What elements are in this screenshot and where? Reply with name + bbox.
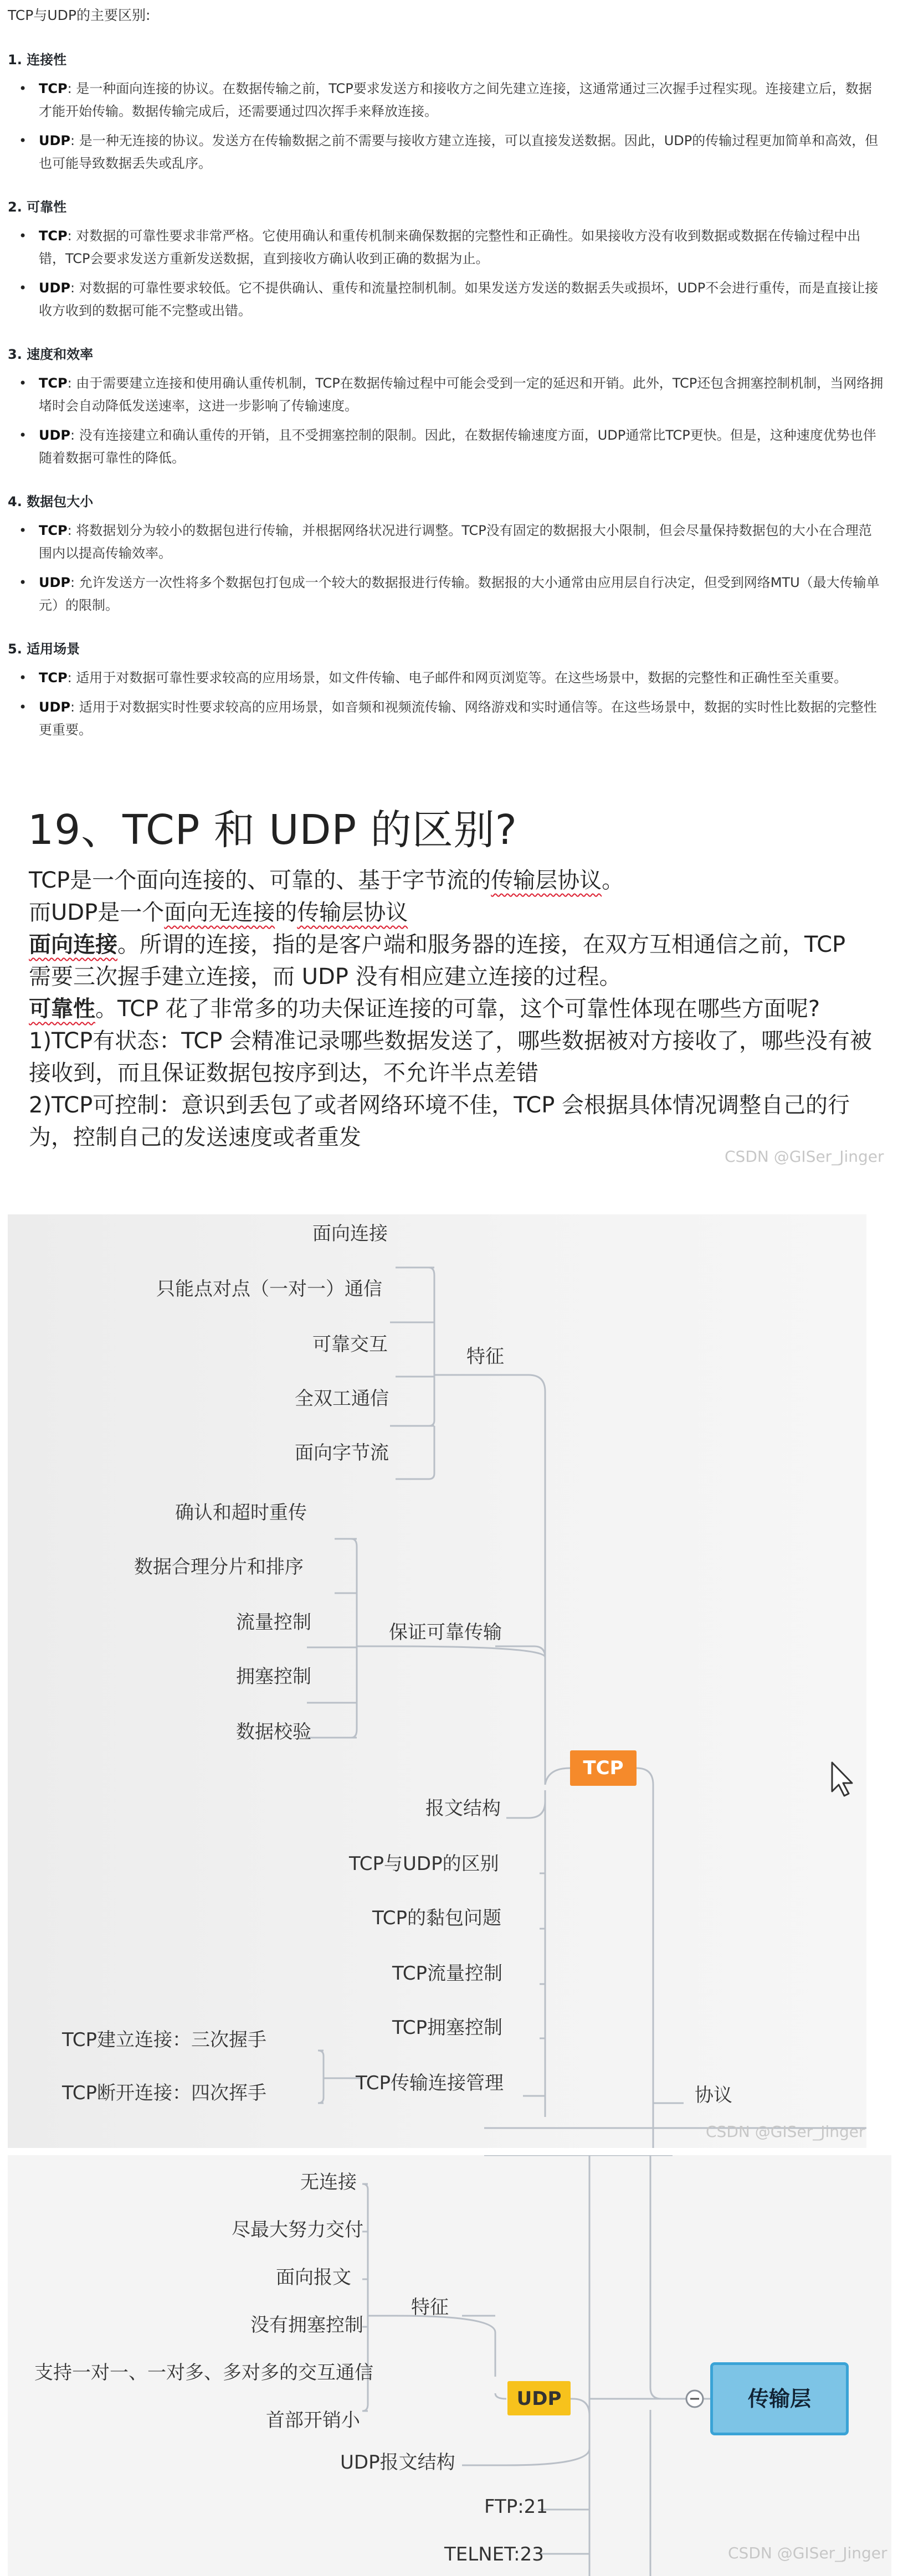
mm-node: FTP:21 xyxy=(484,2496,548,2518)
notes-section xyxy=(0,0,898,786)
bullet-item xyxy=(8,130,890,175)
bullet-list xyxy=(8,225,890,322)
excerpt-line-6: 1)TCP有状态：TCP 会精准记录哪些数据发送了，哪些数据被对方接收了，哪些没有被 xyxy=(29,1028,873,1054)
mm-node: 尽最大努力交付 xyxy=(232,2219,363,2241)
bullet-text: : 对数据的可靠性要求较低。它不提供确认、重传和流量控制机制。如果发送方发送的数据丢失或损坏，UDP不会进行重传，而是直接让接收方收到的数据可能不完整或出错。 xyxy=(39,280,879,318)
transport-layer-tag[interactable]: 传输层 xyxy=(710,2362,849,2435)
excerpt-line-9: 为，控制自己的发送速度或者重发 xyxy=(29,1125,361,1150)
text: TCP是一个面向连接的、可靠的、基于字节流的 xyxy=(29,868,491,893)
tcp-mindmap-links xyxy=(8,1214,866,2148)
mm-node: TCP的黏包问题 xyxy=(372,1907,502,1929)
mm-node: TCP建立连接：三次握手 xyxy=(62,2029,267,2051)
mm-node-label: 保证可靠传输 xyxy=(389,1621,502,1644)
mm-node: TELNET:23 xyxy=(444,2543,544,2565)
mm-node-label: 特征 xyxy=(411,2296,449,2319)
underlined-term: 传输层协议 xyxy=(297,900,408,925)
protocol-term: UDP xyxy=(39,699,70,715)
bullet-item xyxy=(8,424,890,470)
watermark: CSDN @GISer_Jinger xyxy=(725,1147,884,1166)
bullet-text: : 适用于对数据实时性要求较高的应用场景，如音频和视频流传输、网络游戏和实时通信等。在这些场景中，数据的实时性比数据的完整性更重要。 xyxy=(39,699,877,738)
section-heading: 1. 连接性 xyxy=(8,52,67,68)
bullet-text: : 由于需要建立连接和使用确认重传机制，TCP在数据传输过程中可能会受到一定的延迟和开销。此外，TCP还包含拥塞控制机制，当网络拥堵时会自动降低发送速率，这进一步影响了传输速度。 xyxy=(39,375,884,414)
protocol-term: TCP xyxy=(39,81,68,96)
section-heading: 5. 适用场景 xyxy=(8,641,80,657)
mm-node: 确认和超时重传 xyxy=(175,1502,307,1524)
mm-node: 可靠交互 xyxy=(312,1333,388,1356)
text: 而UDP是一个 xyxy=(29,900,165,925)
mm-node: 支持一对一、一对多、多对多的交互通信 xyxy=(34,2362,373,2384)
protocol-term: TCP xyxy=(39,228,68,244)
bullet-list xyxy=(8,372,890,470)
mm-node: 无连接 xyxy=(300,2171,357,2193)
bullet-item xyxy=(8,519,890,565)
bullet-item xyxy=(8,78,890,123)
mm-node: 全双工通信 xyxy=(295,1388,389,1410)
mm-node: 拥塞控制 xyxy=(236,1666,311,1688)
mm-node: 面向报文 xyxy=(276,2266,351,2289)
mm-node: 面向字节流 xyxy=(295,1442,389,1464)
udp-tag: UDP xyxy=(507,2381,571,2415)
bullet-item xyxy=(8,696,890,741)
mm-node-label: 协议 xyxy=(695,2084,732,2106)
watermark: CSDN @GISer_Jinger xyxy=(706,2122,865,2141)
mm-node: 流量控制 xyxy=(236,1611,311,1634)
section-heading: 4. 数据包大小 xyxy=(8,494,94,509)
text: 。TCP 花了非常多的功夫保证连接的可靠，这个可靠性体现在哪些方面呢? xyxy=(95,996,820,1022)
mm-node: 没有拥塞控制 xyxy=(250,2314,363,2336)
excerpt-line-5 xyxy=(29,993,820,1025)
excerpt-line-7: 接收到，而且保证数据包按序到达，不允许半点差错 xyxy=(29,1060,538,1086)
text: 。 xyxy=(602,868,624,893)
excerpt-line-8: 2)TCP可控制：意识到丢包了或者网络环境不佳，TCP 会根据具体情况调整自己的行 xyxy=(29,1093,850,1118)
bullet-item xyxy=(8,372,890,418)
tcp-tag: TCP xyxy=(570,1750,637,1786)
underlined-term: 传输层协议 xyxy=(491,868,602,893)
protocol-term: TCP xyxy=(39,670,68,686)
protocol-term: UDP xyxy=(39,575,70,590)
bullet-text: : 对数据的可靠性要求非常严格。它使用确认和重传机制来确保数据的完整性和正确性。如果接收方没有收到数据或数据在传输过程中出错，TCP会要求发送方重新发送数据，直到接收方确认收到正确的数据为止。 xyxy=(39,228,861,266)
mm-node: 报文结构 xyxy=(425,1797,501,1820)
mm-node: 数据合理分片和排序 xyxy=(134,1556,304,1578)
mm-node: 首部开销小 xyxy=(266,2409,360,2431)
bullet-item xyxy=(8,667,890,689)
bullet-text: : 允许发送方一次性将多个数据包打包成一个较大的数据报进行传输。数据报的大小通常由应用层自行决定，但受到网络MTU（最大传输单元）的限制。 xyxy=(39,575,880,613)
protocol-term: UDP xyxy=(39,133,70,148)
bold-term: 可靠性 xyxy=(29,996,95,1022)
udp-mindmap xyxy=(8,2155,891,2576)
bullet-text: : 是一种面向连接的协议。在数据传输之前，TCP要求发送方和接收方之间先建立连接，这通常通过三次握手过程实现。连接建立后，数据才能开始传输。数据传输完成后，还需要通过四次挥手来释放连接。 xyxy=(39,81,872,119)
protocol-term: TCP xyxy=(39,523,68,538)
protocol-term: UDP xyxy=(39,280,70,296)
notes-intro: TCP与UDP的主要区别: xyxy=(8,7,151,23)
protocol-term: TCP xyxy=(39,375,68,391)
blog-excerpt xyxy=(0,786,898,1174)
text: 的 xyxy=(275,900,297,925)
protocol-term: UDP xyxy=(39,427,70,443)
mm-node: 只能点对点（一对一）通信 xyxy=(156,1278,382,1300)
mm-node: TCP与UDP的区别 xyxy=(349,1853,499,1875)
bullet-text: : 是一种无连接的协议。发送方在传输数据之前不需要与接收方建立连接，可以直接发送数据。因此，UDP的传输过程更加简单和高效，但也可能导致数据丢失或乱序。 xyxy=(39,133,879,171)
text: 。所谓的连接，指的是客户端和服务器的连接，在双方互相通信之前，TCP xyxy=(117,932,846,957)
bullet-text: : 适用于对数据可靠性要求较高的应用场景，如文件传输、电子邮件和网页浏览等。在这些场景中，数据的完整性和正确性至关重要。 xyxy=(67,670,848,686)
mm-node: TCP流量控制 xyxy=(392,1962,503,1985)
bullet-list xyxy=(8,78,890,175)
bullet-item xyxy=(8,277,890,322)
excerpt-line-2 xyxy=(29,897,408,929)
mm-node: 数据校验 xyxy=(236,1721,311,1743)
bullet-list xyxy=(8,667,890,741)
watermark: CSDN @GISer_Jinger xyxy=(728,2544,887,2562)
bullet-item xyxy=(8,225,890,270)
bullet-text: : 将数据划分为较小的数据包进行传输，并根据网络状况进行调整。TCP没有固定的数据报大小限制，但会尽量保持数据包的大小在合理范围内以提高传输效率。 xyxy=(39,523,872,561)
mm-node: TCP断开连接：四次挥手 xyxy=(62,2082,267,2104)
mm-node: TCP拥塞控制 xyxy=(392,2017,503,2039)
section-heading: 3. 速度和效率 xyxy=(8,347,94,362)
excerpt-line-4: 需要三次握手建立连接，而 UDP 没有相应建立连接的过程。 xyxy=(29,964,622,990)
excerpt-line-3 xyxy=(29,929,845,961)
tcp-mindmap xyxy=(8,1214,866,2148)
notes-body xyxy=(8,50,890,741)
mm-node-label: TCP传输连接管理 xyxy=(356,2072,504,2094)
mouse-cursor-icon xyxy=(830,1760,855,1799)
mm-node: UDP报文结构 xyxy=(340,2451,455,2474)
underlined-term: 面向无连接 xyxy=(164,900,275,925)
section-heading: 2. 可靠性 xyxy=(8,199,67,215)
mm-node-label: 特征 xyxy=(466,1346,504,1368)
bullet-item xyxy=(8,571,890,617)
mm-node: 面向连接 xyxy=(312,1223,388,1245)
bullet-list xyxy=(8,519,890,617)
bullet-text: : 没有连接建立和确认重传的开销，且不受拥塞控制的限制。因此，在数据传输速度方面，UDP通常比TCP更快。但是，这种速度优势也伴随着数据可靠性的降低。 xyxy=(39,427,876,466)
excerpt-line-1 xyxy=(29,864,624,897)
excerpt-title: 19、TCP 和 UDP 的区别? xyxy=(28,806,517,854)
bold-term: 面向连接 xyxy=(29,932,117,957)
